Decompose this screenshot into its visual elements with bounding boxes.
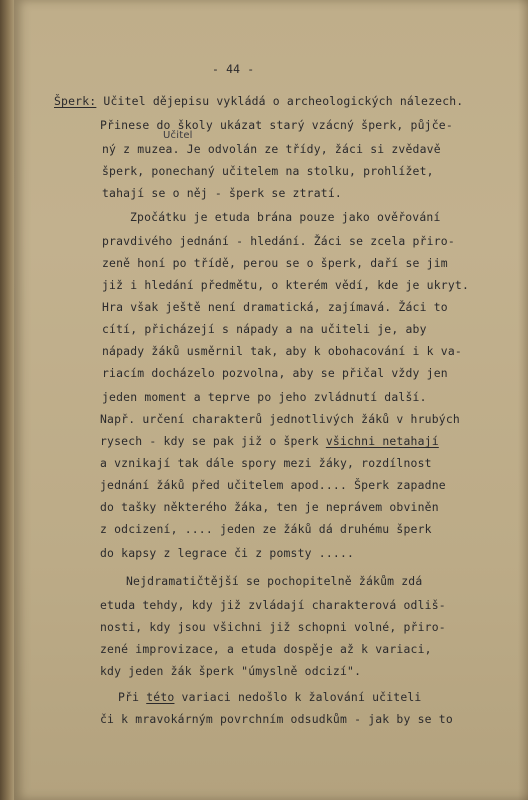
text-line: etuda tehdy, kdy již zvládají charakterová odliš- [100, 598, 446, 612]
paragraph-start [118, 690, 422, 704]
text-segment: variaci nedošlo k žalování učiteli [174, 690, 422, 704]
text-line: šperk, ponechaný učitelem na stolku, prohlížet, [102, 164, 434, 178]
text-line: kdy jeden žák šperk "úmyslně odcizí". [100, 664, 362, 678]
section-heading: Šperk: [54, 94, 97, 108]
text-line: Přinese do školy ukázat starý vzácný šperk, půjče- [100, 118, 453, 132]
text-line: již i hledání předmětu, o kterém vědí, kde je ukryt. [102, 278, 470, 292]
text-line: cítí, přicházejí s nápady a na učiteli je, aby [102, 322, 427, 336]
text-line: či k mravokárným povrchním odsudkům - jak by se to [100, 712, 453, 726]
text-segment: Při [118, 690, 147, 704]
text-line: a vznikají tak dále spory mezi žáky, rozdílnost [100, 456, 432, 470]
text-line: do kapsy z legrace či z pomsty ..... [100, 546, 355, 560]
text-line: zeně honí po třídě, perou se o šperk, daří se jim [102, 256, 448, 270]
typewritten-page [14, 0, 528, 800]
page-text [14, 0, 528, 800]
text-segment: rysech - kdy se pak již o šperk [100, 434, 326, 448]
text-line: z odcizení, .... jeden ze žáků dá druhému šperk [100, 522, 432, 536]
text-line: Hra však ještě není dramatická, zajímavá. Žáci to [102, 300, 448, 314]
text-line: pravdivého jednání - hledání. Žáci se zcela přiro- [102, 234, 455, 248]
underlined-word: této [146, 690, 175, 704]
text-line: jeden moment a teprve po jeho zvládnutí další. [102, 390, 427, 404]
text-line: Např. určení charakterů jednotlivých žáků v hrubých [100, 412, 460, 426]
text-line: jednání žáků před učitelem apod.... Šperk zapadne [100, 478, 446, 492]
underlined-phrase: všichni netahají [325, 434, 439, 448]
text-line: zené improvizace, a etuda dospěje až k variaci, [100, 642, 432, 656]
paragraph-start: Zpočátku je etuda brána pouze jako ověřování [130, 210, 441, 224]
paragraph-start: Nejdramatičtější se pochopitelně žákům zdá [126, 574, 423, 588]
text-line [54, 94, 463, 108]
text-line: tahají se o něj - šperk se ztratí. [102, 186, 342, 200]
page-number: - 44 - [212, 62, 255, 76]
text-line: do tašky některého žáka, ten je neprávem obviněn [100, 500, 439, 514]
text-line: riacím docházelo pozvolna, aby se přičal vždy jen [102, 366, 448, 380]
text-line: ný z muzea. Je odvolán ze třídy, žáci si zvědavě [102, 142, 441, 156]
text-line: nosti, kdy jsou všichni již schopni volné, přiro- [100, 620, 446, 634]
text-line [100, 434, 439, 448]
text-line: nápady žáků usměrnil tak, aby k obohacování i k va- [102, 344, 462, 358]
handwritten-insertion: Učitel [163, 130, 193, 141]
text-line-rest: Učitel dějepisu vykládá o archeologických nálezech. [96, 94, 464, 108]
